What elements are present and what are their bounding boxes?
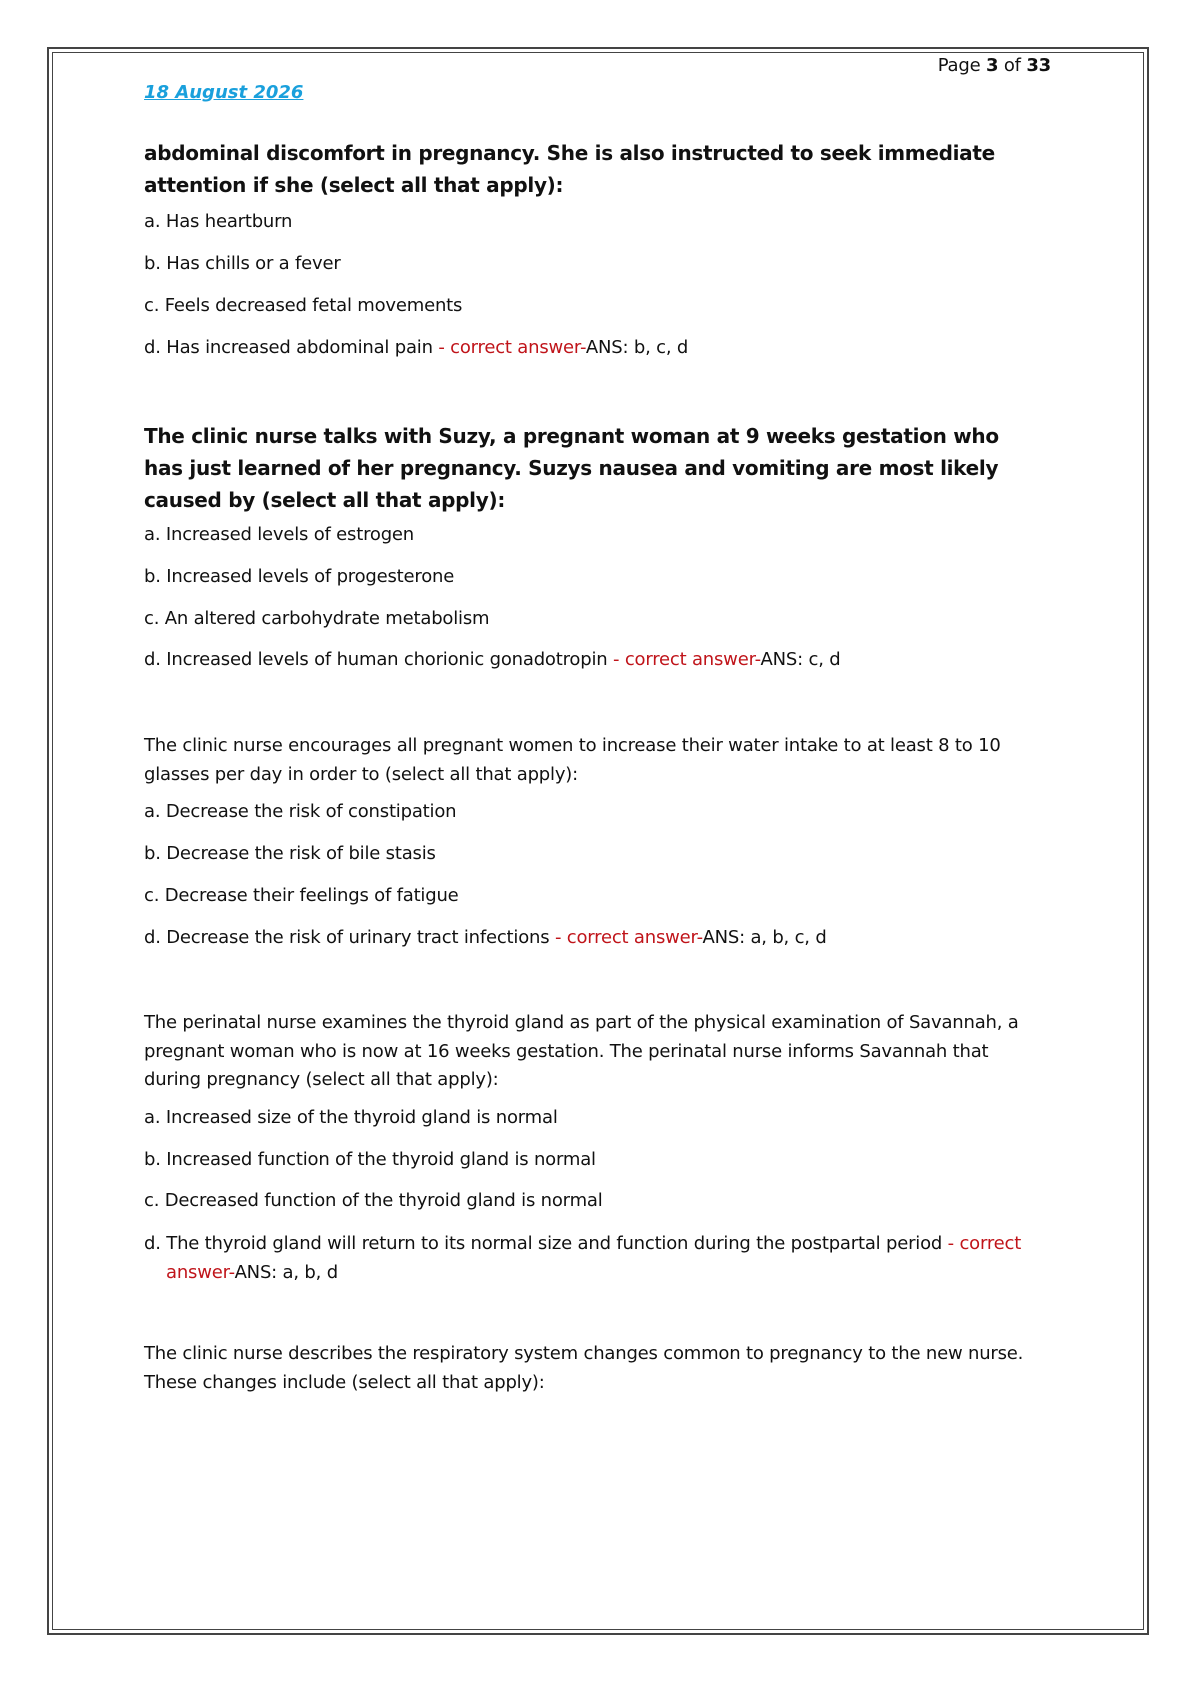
answer-option: c. Feels decreased fetal movements bbox=[144, 295, 463, 316]
question-stem: The clinic nurse talks with Suzy, a pregnant woman at 9 weeks gestation who has just learned of her pregnancy. Suzys nausea and vomiting are most likely caused by (select all that apply): bbox=[144, 424, 999, 512]
correct-answer-marker: - correct answer- bbox=[438, 337, 586, 358]
answer-option-last: d. Has increased abdominal pain - correct answer-ANS: b, c, d bbox=[144, 337, 689, 358]
correct-answer-marker: - correct answer- bbox=[166, 1233, 1022, 1283]
page-number: Page 3 of 33 bbox=[937, 55, 1051, 76]
answer-option: a. Has heartburn bbox=[144, 211, 293, 232]
answer-option: b. Has chills or a fever bbox=[144, 253, 341, 274]
answer-key: ANS: a, b, c, d bbox=[702, 927, 827, 948]
answer-option: c. Decrease their feelings of fatigue bbox=[144, 885, 459, 906]
answer-option: a. Increased levels of estrogen bbox=[144, 524, 415, 545]
answer-option: b. Increased levels of progesterone bbox=[144, 566, 455, 587]
answer-option: a. Decrease the risk of constipation bbox=[144, 801, 457, 822]
answer-option-last: d. Increased levels of human chorionic gonadotropin - correct answer-ANS: c, d bbox=[144, 649, 841, 670]
answer-option: b. Decrease the risk of bile stasis bbox=[144, 843, 436, 864]
answer-option: a. Increased size of the thyroid gland is normal bbox=[144, 1107, 558, 1128]
question-stem: The clinic nurse encourages all pregnant women to increase their water intake to at least 8 to 10 glasses per day in order to (select all that apply): bbox=[144, 735, 1001, 785]
answer-option-last: d. Decrease the risk of urinary tract infections - correct answer-ANS: a, b, c, d bbox=[144, 927, 827, 948]
question-stem: The clinic nurse describes the respiratory system changes common to pregnancy to the new nurse. These changes include (select all that apply): bbox=[144, 1343, 1024, 1393]
question-stem: The perinatal nurse examines the thyroid gland as part of the physical examination of Savannah, a pregnant woman who is now at 16 weeks gestation. The perinatal nurse informs Savannah that during pregnancy (select all that apply): bbox=[144, 1012, 1019, 1090]
correct-answer-marker: - correct answer- bbox=[613, 649, 761, 670]
answer-option-last: d. The thyroid gland will return to its normal size and function during the postpartal period - correct answer-ANS: a, b, d bbox=[144, 1233, 1022, 1283]
correct-answer-marker: - correct answer- bbox=[554, 927, 703, 948]
answer-option: b. Increased function of the thyroid gland is normal bbox=[144, 1149, 596, 1170]
answer-option: c. Decreased function of the thyroid gland is normal bbox=[144, 1190, 603, 1211]
answer-option: c. An altered carbohydrate metabolism bbox=[144, 608, 490, 629]
answer-key: ANS: b, c, d bbox=[585, 337, 689, 358]
answer-key: ANS: a, b, d bbox=[234, 1261, 338, 1283]
document-date: 18 August 2026 bbox=[144, 82, 304, 103]
question-stem: abdominal discomfort in pregnancy. She is also instructed to seek immediate attention if she (select all that apply): bbox=[144, 141, 995, 197]
answer-key: ANS: c, d bbox=[760, 649, 841, 670]
